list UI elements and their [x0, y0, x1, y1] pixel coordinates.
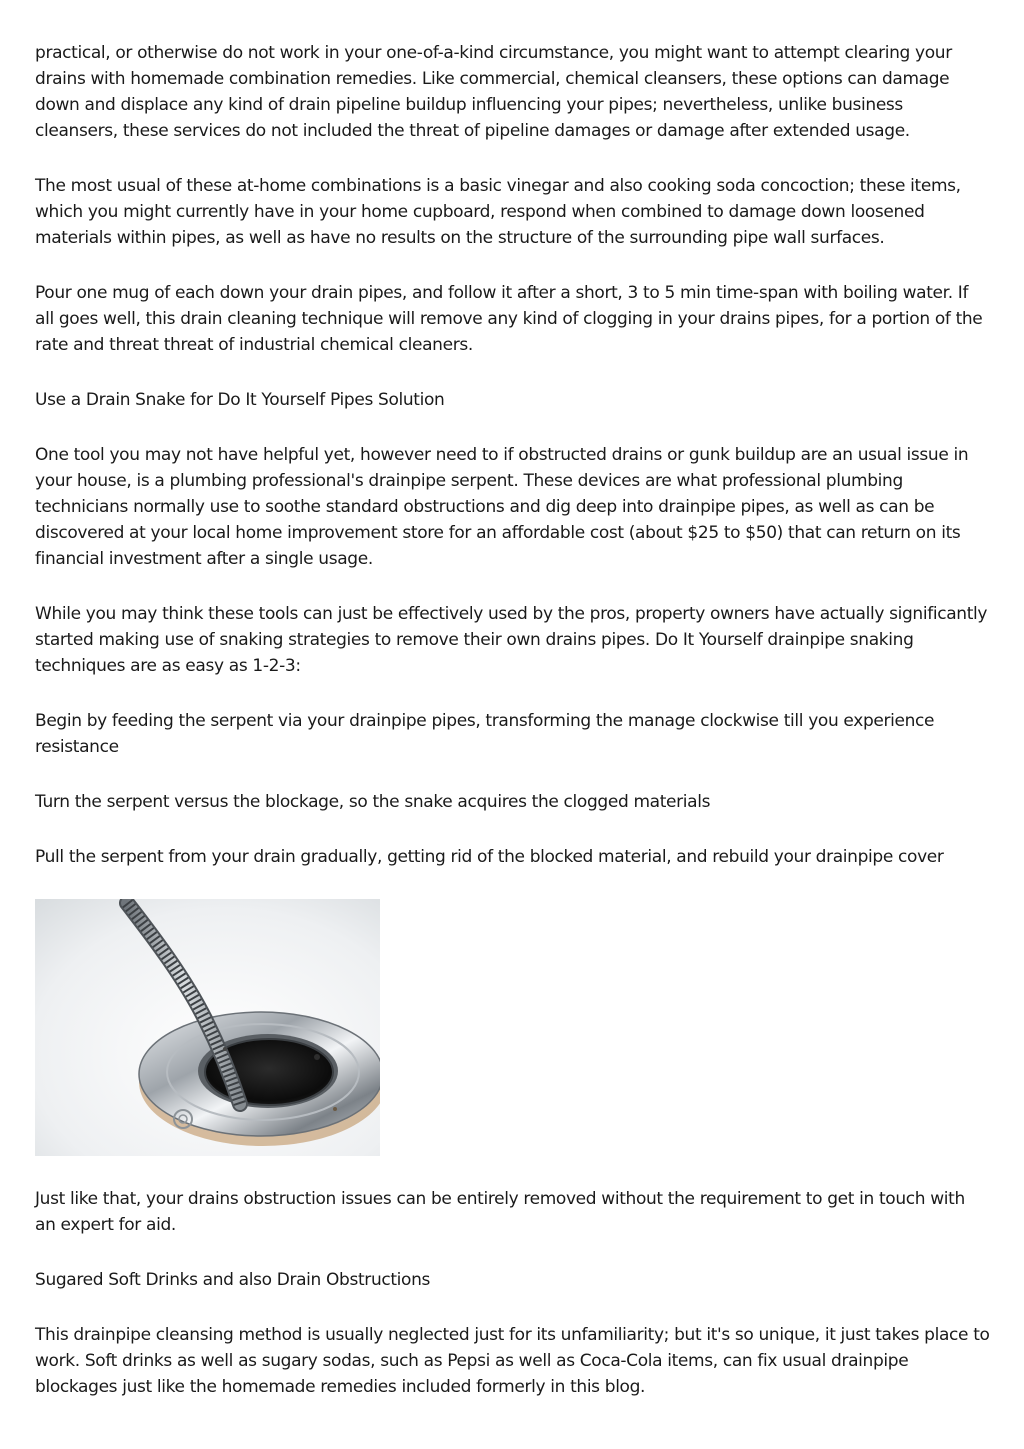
paragraph: practical, or otherwise do not work in your one-of-a-kind circumstance, you might want to attempt clearing your drains with homemade combination remedies. Like commercial, chemical cleansers, these options can damage down and displace any kind of drain pipeline buildup influencing your pipes; nevertheless, unlike business cleansers, these services do not included the threat of pipeline damages or damage after extended usage. [35, 43, 952, 141]
paragraph: One tool you may not have helpful yet, however need to if obstructed drains or gunk buildup are an usual issue in your house, is a plumbing professional's drainpipe serpent. These devices are what professional plumbing technicians normally use to soothe standard obstructions and dig deep into drainpipe pipes, as well as can be discovered at your local home improvement store for an affordable cost (about $25 to $50) that can return on its financial investment after a single usage. [35, 445, 969, 569]
step-item: Pull the serpent from your drain gradually, getting rid of the blocked material, and rebuild your drainpipe cover [35, 847, 944, 867]
paragraph: The most usual of these at-home combinations is a basic vinegar and also cooking soda concoction; these items, which you might currently have in your home cupboard, respond when combined to damage down loosened materials within pipes, as well as have no results on the structure of the surrounding pipe wall surfaces. [35, 176, 961, 248]
paragraph: This drainpipe cleansing method is usually neglected just for its unfamiliarity; but it's so unique, it just takes place to work. Soft drinks as well as sugary sodas, such as Pepsi as well as Coca-Cola items, can fix usual drainpipe blockages just like the homemade remedies included formerly in this blog. [35, 1325, 990, 1397]
step-item: Turn the serpent versus the blockage, so the snake acquires the clogged materials [35, 792, 711, 812]
subheading: Sugared Soft Drinks and also Drain Obstructions [35, 1270, 431, 1290]
paragraph: Pour one mug of each down your drain pipes, and follow it after a short, 3 to 5 min time-span with boiling water. If all goes well, this drain cleaning technique will remove any kind of clogging in your drains pipes, for a portion of the rate and threat threat of industrial chemical cleaners. [35, 283, 983, 355]
article-body [35, 40, 990, 1429]
drain-snake-photo [35, 899, 380, 1156]
paragraph: While you may think these tools can just be effectively used by the pros, property owners have actually significantly started making use of snaking strategies to remove their own drains pipes. Do It Yourself drainpipe snaking techniques are as easy as 1-2-3: [35, 604, 988, 676]
paragraph: Just like that, your drains obstruction issues can be entirely removed without the requirement to get in touch with an expert for aid. [35, 1189, 965, 1235]
subheading: Use a Drain Snake for Do It Yourself Pipes Solution [35, 390, 445, 410]
step-item: Begin by feeding the serpent via your drainpipe pipes, transforming the manage clockwise till you experience resistance [35, 711, 935, 757]
